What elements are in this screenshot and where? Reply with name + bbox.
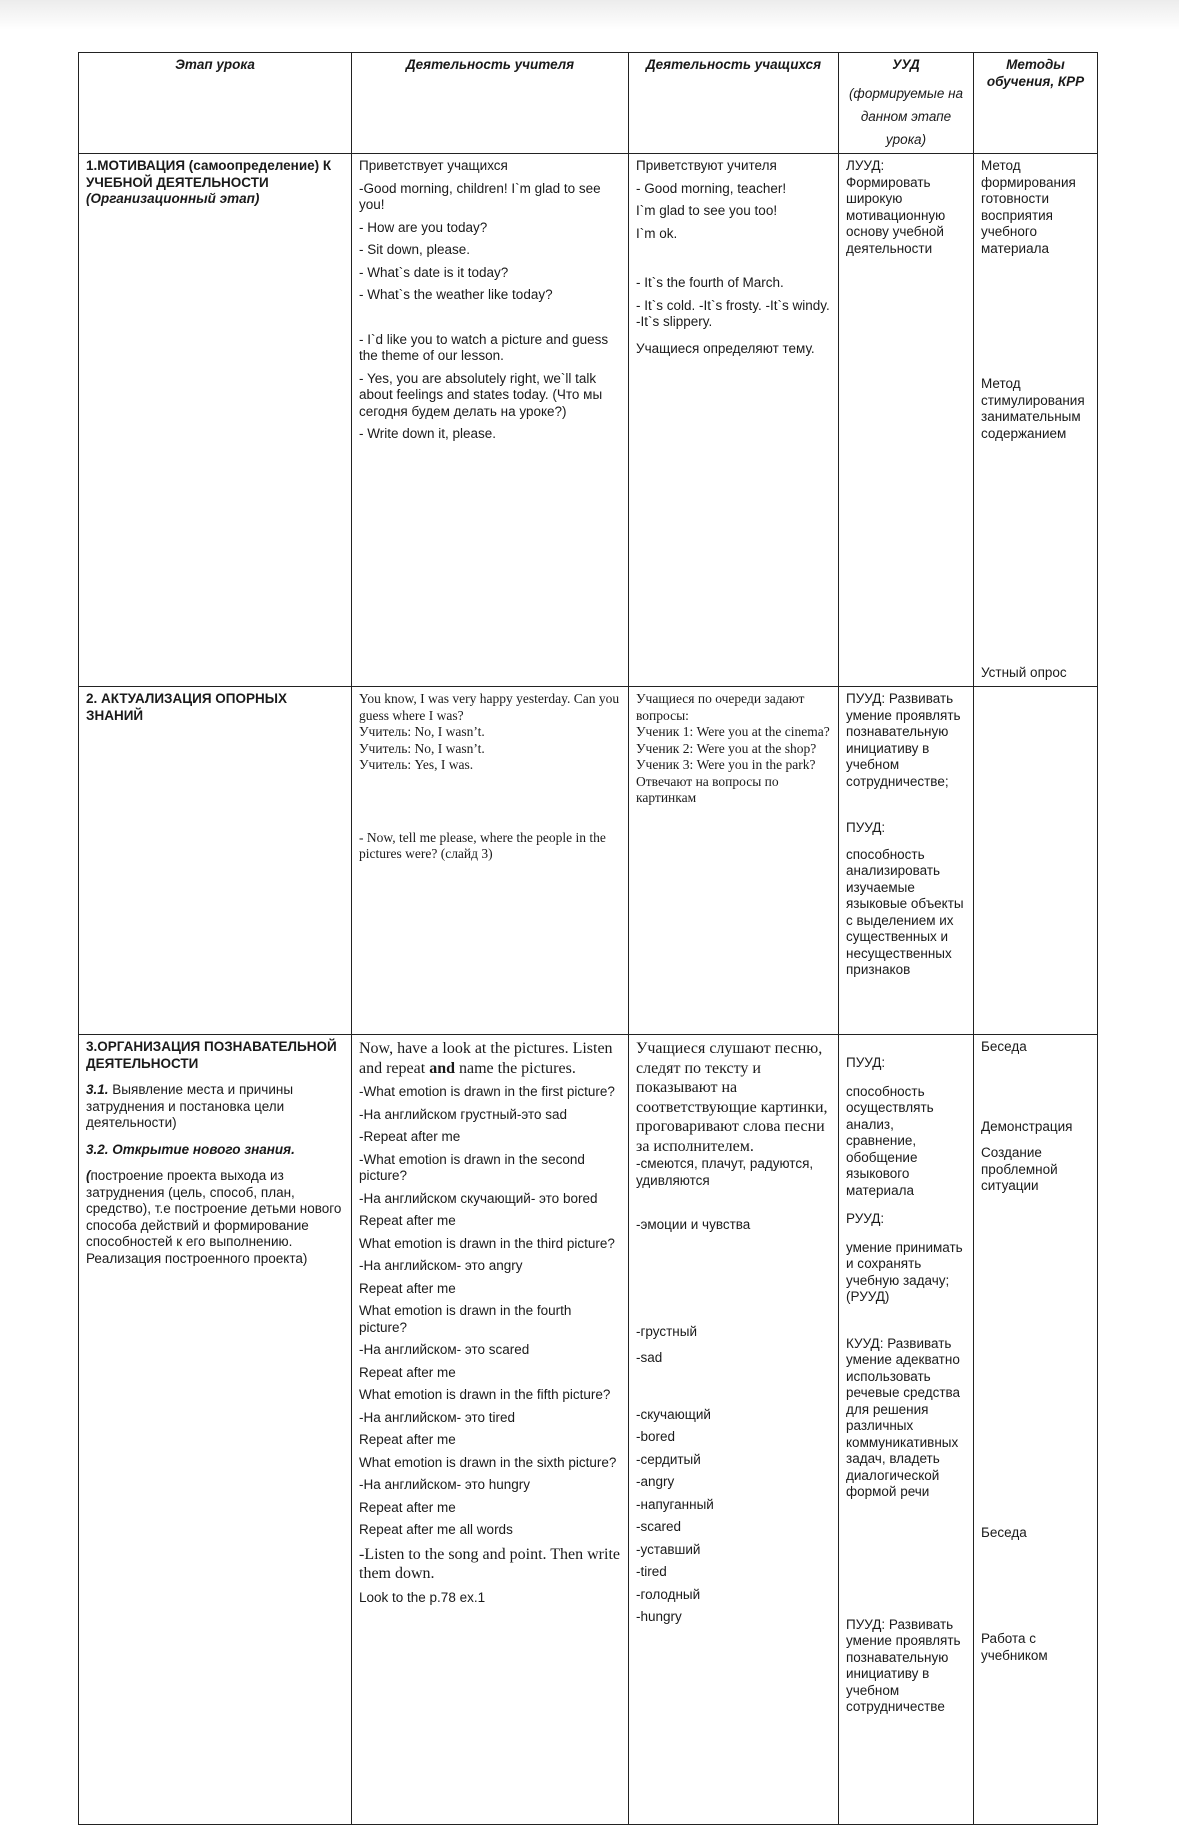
header-row: [79, 53, 1098, 154]
row1-methods: Метод формирования готовности восприятия учебного материала Метод стимулирования занимательным содержанием Устный опрос: [974, 154, 1098, 687]
header-teacher: Деятельность учителя: [352, 53, 629, 154]
row1-uud: ЛУУД: Формировать широкую мотивационную основу учебной деятельности: [839, 154, 974, 687]
row2-methods: [974, 687, 1098, 1035]
row-actualization: [79, 687, 1098, 1035]
header-uud-subtitle: (формируемые на данном этапе урока): [848, 85, 964, 147]
row1-stage: 1.МОТИВАЦИЯ (самоопределение) К УЧЕБНОЙ ДЕЯТЕЛЬНОСТИ (Организационный этап): [79, 154, 352, 687]
header-methods: Методы обучения, КРР: [974, 53, 1098, 154]
row2-uud: ПУУД: Развивать умение проявлять познавательную инициативу в учебном сотрудничестве; ПУУД: способность анализировать изучаемые языковые объекты с выделением их существенных и несущественных признаков: [839, 687, 974, 1035]
row3-uud: ПУУД: способность осуществлять анализ, сравнение, обобщение языкового материала РУУД: умение принимать и сохранять учебную задачу; (РУУД) КУУД: Развивать умение адекватно использовать речевые средства для решения различных коммуникативных задач, владеть диалогической формой речи ПУУД: Развивать умение проявлять познавательную инициативу в учебном сотрудничестве: [839, 1035, 974, 1825]
row2-teacher: You know, I was very happy yesterday. Can you guess where I was? Учитель: No, I wasn’t. Учитель: No, I wasn’t. Учитель: Yes, I was. - Now, tell me please, where the people in the pictures were? (слайд 3): [352, 687, 629, 1035]
header-students: Деятельность учащихся: [629, 53, 839, 154]
scan-top-shade: [0, 0, 1179, 30]
header-uud: УУД (формируемые на данном этапе урока): [839, 53, 974, 154]
row3-methods: Беседа Демонстрация Создание проблемной ситуации Беседа Работа с учебником: [974, 1035, 1098, 1825]
lesson-plan-table: [78, 52, 1098, 1825]
header-stage: Этап урока: [79, 53, 352, 154]
row1-teacher: Приветствует учащихся -Good morning, children! I`m glad to see you! - How are you today? - Sit down, please. - What`s date is it today? - What`s the weather like today? - I`d like you to watch a picture and guess the theme of our lesson. - Yes, you are absolutely right, we`ll talk about feelings and states today. (Что мы сегодня будем делать на уроке?) - Write down it, please.: [352, 154, 629, 687]
row2-students: Учащиеся по очереди задают вопросы: Ученик 1: Were you at the cinema? Ученик 2: Were you at the shop? Ученик 3: Were you in the park? Отвечают на вопросы по картинкам: [629, 687, 839, 1035]
row3-stage: 3.ОРГАНИЗАЦИЯ ПОЗНАВАТЕЛЬНОЙ ДЕЯТЕЛЬНОСТИ 3.1. Выявление места и причины затруднения и постановка цели деятельности) 3.2. Открытие нового знания. (построение проекта выхода из затруднения (цель, способ, план, средство), т.е построение детьми нового способа действий и формирование способностей к его выполнению. Реализация построенного проекта): [79, 1035, 352, 1825]
row-motivation: [79, 154, 1098, 687]
row2-stage: 2. АКТУАЛИЗАЦИЯ ОПОРНЫХ ЗНАНИЙ: [79, 687, 352, 1035]
row1-students: Приветствуют учителя - Good morning, teacher! I`m glad to see you too! I`m ok. - It`s the fourth of March. - It`s cold. -It`s frosty. -It`s windy. -It`s slippery. Учащиеся определяют тему.: [629, 154, 839, 687]
row3-teacher: Now, have a look at the pictures. Listen and repeat and name the pictures. -What emotion is drawn in the first picture? -На английском грустный-это sad -Repeat after me -What emotion is drawn in the second picture? -На английском скучающий- это bored Repeat after me What emotion is drawn in the third picture? -На английском- это angry Repeat after me What emotion is drawn in the fourth picture? -На английском- это scared Repeat after me What emotion is drawn in the fifth picture? -На английском- это tired Repeat after me What emotion is drawn in the sixth picture? -На английском- это hungry Repeat after me Repeat after me all words -Listen to the song and point. Then write them down. Look to the p.78 ex.1: [352, 1035, 629, 1825]
row3-students: Учащиеся слушают песню, следят по тексту и показывают на соответствующие картинки, проговаривают слова песни за исполнителем. -смеются, плачут, радуются, удивляются -эмоции и чувства -грустный -sad -скучающий -bored -сердитый -angry -напуганный -scared -уставший -tired -голодный -hungry: [629, 1035, 839, 1825]
row-cognitive-activity: [79, 1035, 1098, 1825]
